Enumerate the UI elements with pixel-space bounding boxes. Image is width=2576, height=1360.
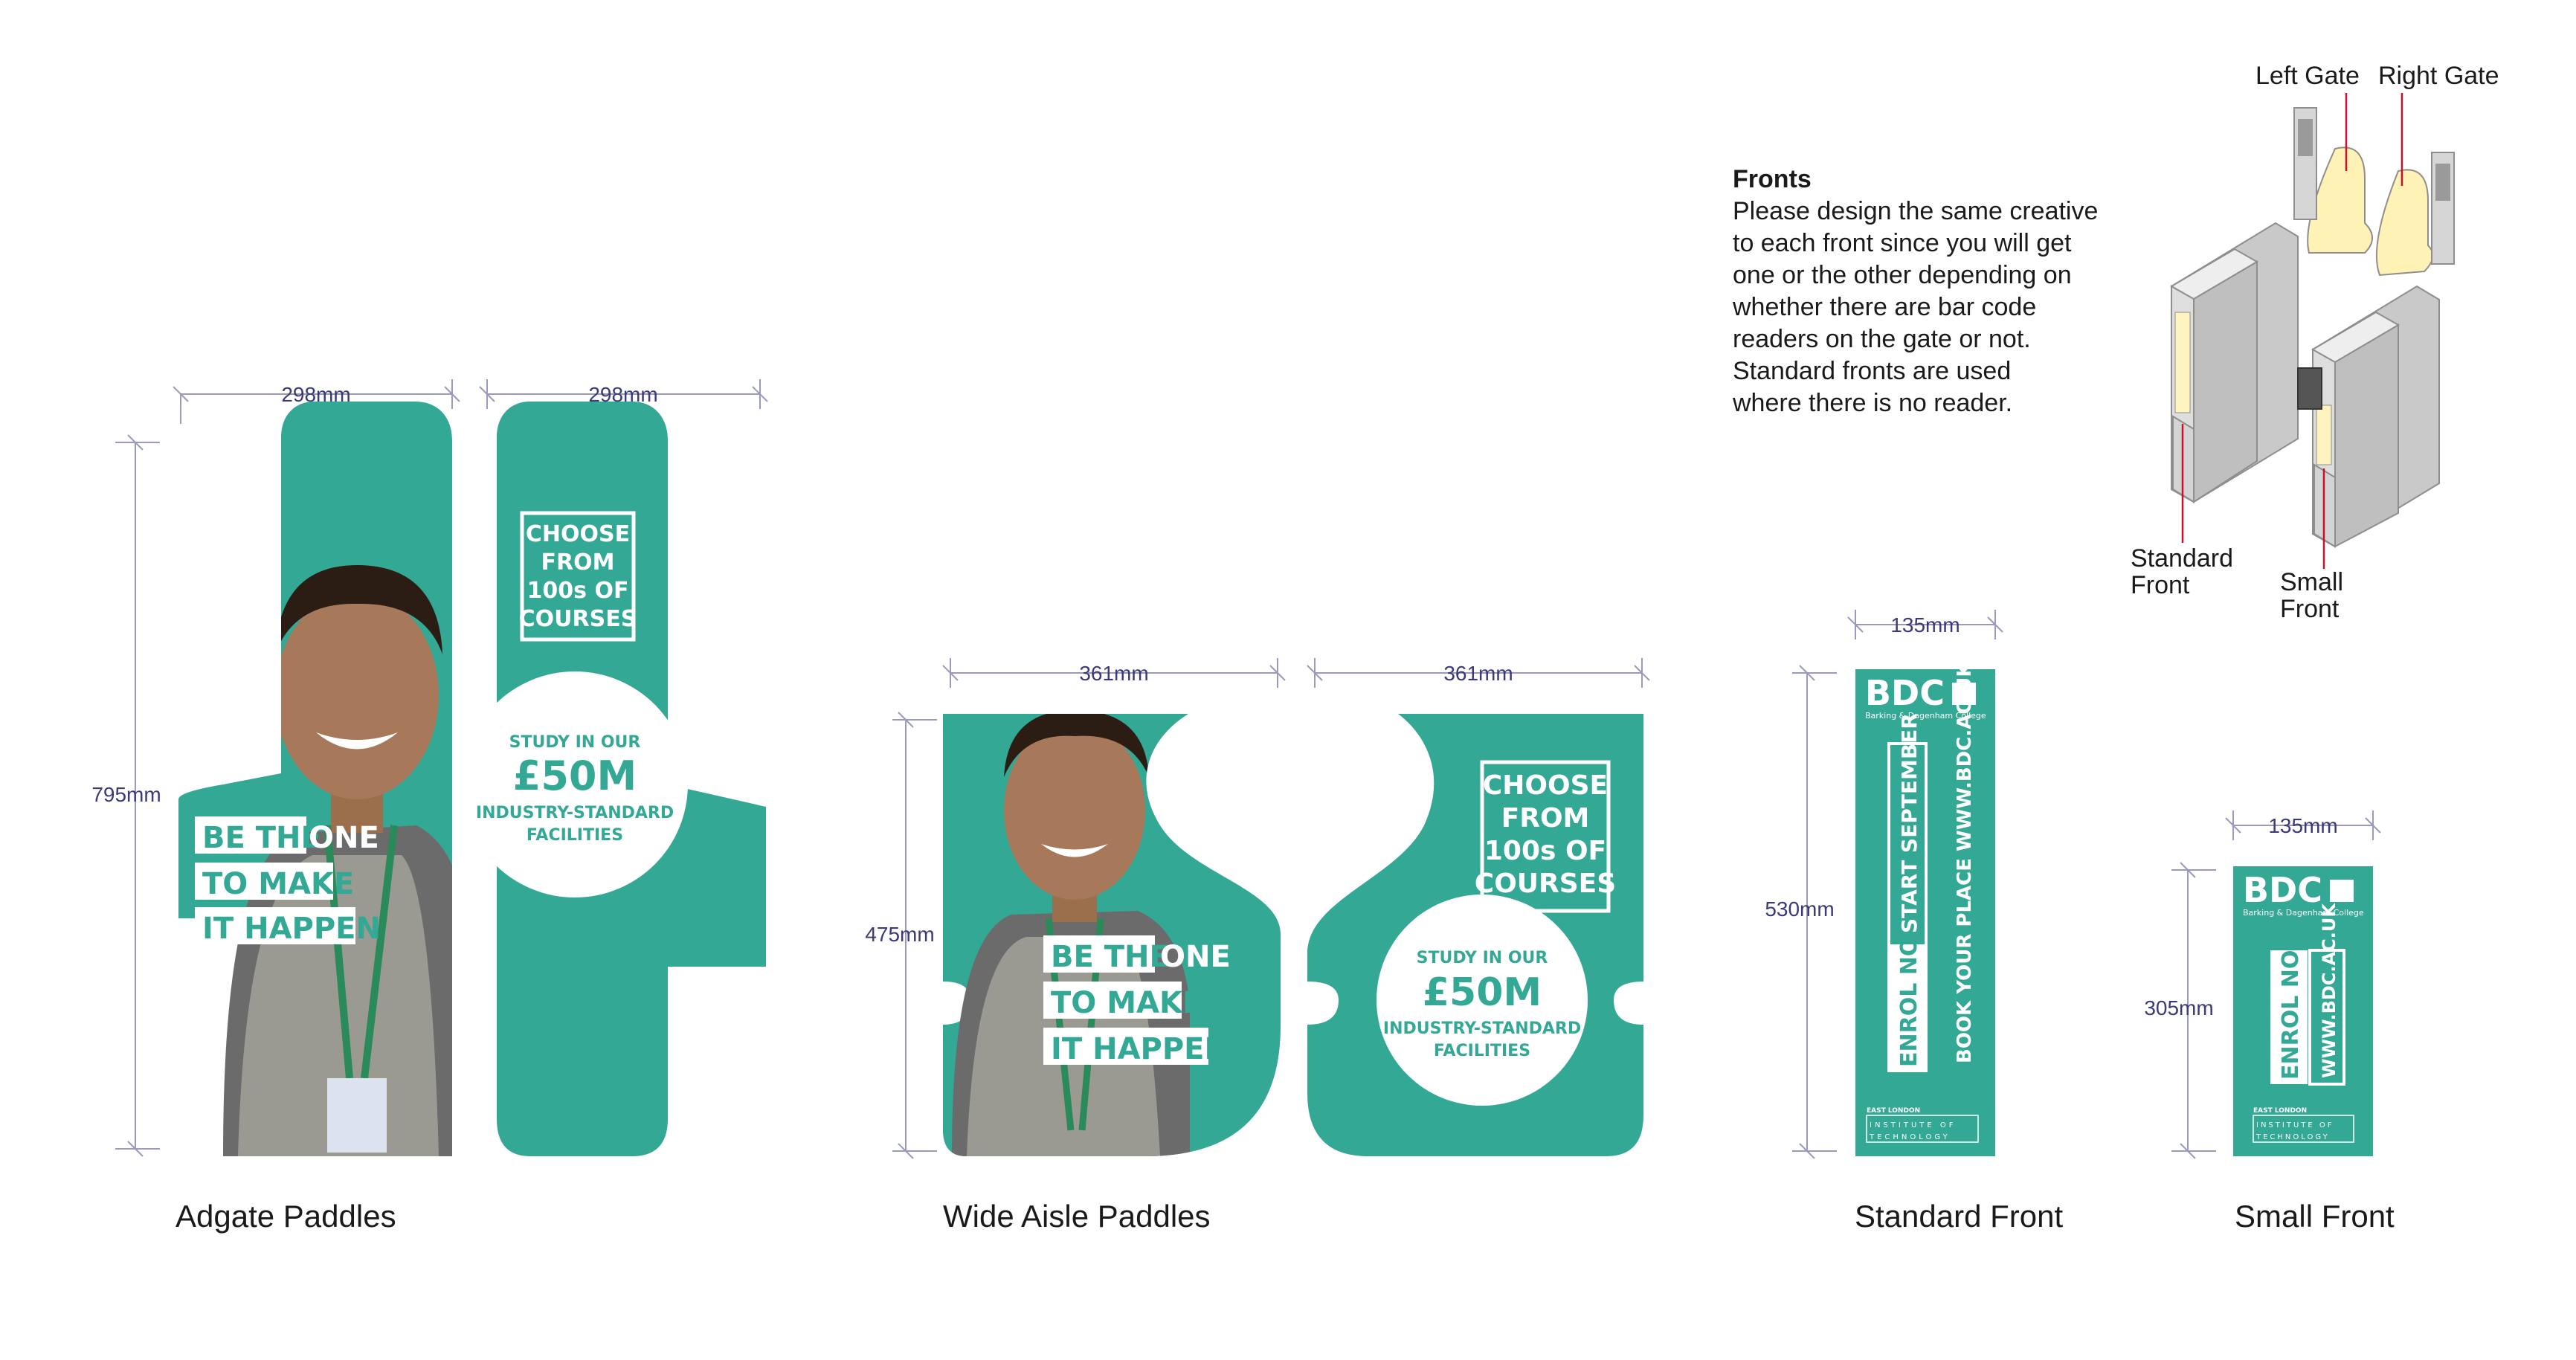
wide-slogan-box — [1043, 935, 1231, 1066]
small-front-panel — [2233, 866, 2373, 1156]
svg-text:Barking & Dagenham College: Barking & Dagenham College — [1865, 711, 1986, 721]
svg-text:TECHNOLOGY: TECHNOLOGY — [2256, 1133, 2330, 1141]
right-gate-paddle — [2377, 170, 2433, 275]
svg-text:FROM: FROM — [1501, 803, 1590, 834]
svg-text:FROM: FROM — [541, 550, 615, 576]
small-front-gate-label: Small Front — [2280, 568, 2344, 623]
left-gate-label: Left Gate — [2255, 62, 2360, 90]
adgate-width-right-label: 298mm — [588, 383, 658, 406]
study-circle-adgate — [462, 671, 688, 897]
start-september-text: START SEPTEMBER — [1897, 713, 1922, 933]
fronts-notes — [1733, 164, 2209, 419]
enrol-now-text: ENROL NOW — [1896, 912, 1922, 1067]
caption-adgate-paddles: Adgate Paddles — [176, 1199, 396, 1234]
svg-text:CHOOSE: CHOOSE — [1482, 770, 1609, 801]
svg-text:Barking & Dagenham College: Barking & Dagenham College — [2243, 908, 2364, 918]
wide-width-right-label: 361mm — [1443, 662, 1513, 685]
svg-text:TO MAKE: TO MAKE — [1051, 986, 1203, 1020]
left-gate-paddle — [2308, 147, 2372, 253]
adgate-right-paddle — [462, 402, 766, 1156]
fronts-line: where there is no reader. — [1733, 389, 2013, 417]
fronts-line: to each front since you will get — [1733, 229, 2072, 257]
svg-text:EAST LONDON: EAST LONDON — [1867, 1107, 1921, 1115]
fronts-line: Standard fronts are used — [1733, 357, 2012, 385]
adgate-left-paddle — [178, 402, 468, 1156]
svg-text:100s OF: 100s OF — [527, 578, 629, 604]
wide-left-paddle — [943, 710, 1281, 1156]
gate-diagram — [2171, 108, 2454, 547]
wide-right-paddle — [1307, 714, 1643, 1156]
adgate-width-left-label: 298mm — [281, 383, 351, 406]
svg-text:STUDY IN OUR: STUDY IN OUR — [509, 733, 641, 752]
caption-small-front: Small Front — [2235, 1199, 2395, 1234]
svg-text:100s OF: 100s OF — [1484, 836, 1607, 866]
small-front-width-label: 135mm — [2268, 814, 2338, 837]
svg-text:TECHNOLOGY: TECHNOLOGY — [1870, 1133, 1951, 1141]
choose-box-wide — [1475, 762, 1616, 911]
fronts-line: one or the other depending on — [1733, 261, 2072, 289]
fronts-heading: Fronts — [1733, 165, 1812, 193]
caption-wide-aisle-paddles: Wide Aisle Paddles — [943, 1199, 1211, 1234]
slogan-it-happen: IT HAPPEN — [202, 912, 381, 946]
svg-text:WWW.BDC.AC.UK: WWW.BDC.AC.UK — [2319, 903, 2340, 1078]
svg-text:FACILITIES: FACILITIES — [526, 826, 624, 845]
svg-text:STUDY IN OUR: STUDY IN OUR — [1416, 949, 1548, 967]
bdc-logo-small: BDC — [2243, 870, 2323, 910]
standard-front-height-label: 530mm — [1765, 897, 1835, 921]
small-front-height-label: 305mm — [2144, 996, 2214, 1019]
svg-text:FACILITIES: FACILITIES — [1433, 1042, 1531, 1060]
fronts-line: Please design the same creative — [1733, 197, 2099, 225]
adgate-slogan-box — [195, 816, 381, 946]
svg-text:CHOOSE: CHOOSE — [525, 521, 631, 547]
slogan-be-the: BE THE — [202, 821, 321, 855]
svg-text:COURSES: COURSES — [518, 606, 637, 632]
svg-text:BE THE: BE THE — [1051, 940, 1170, 974]
fronts-line: readers on the gate or not. — [1733, 325, 2031, 353]
fronts-line: whether there are bar code — [1733, 293, 2037, 321]
svg-text:EAST LONDON: EAST LONDON — [2253, 1107, 2308, 1115]
svg-text:INDUSTRY-STANDARD: INDUSTRY-STANDARD — [475, 804, 674, 822]
svg-text:ONE: ONE — [1160, 940, 1231, 974]
svg-text:IT HAPPEN: IT HAPPEN — [1051, 1032, 1229, 1066]
standard-front-panel — [1855, 662, 1995, 1156]
caption-standard-front: Standard Front — [1855, 1199, 2064, 1234]
bdc-logo: BDC — [1865, 673, 1945, 713]
wide-height-label: 475mm — [865, 923, 935, 946]
svg-text:£50M: £50M — [1422, 970, 1542, 1015]
right-gate-label: Right Gate — [2378, 62, 2499, 90]
svg-text:COURSES: COURSES — [1474, 868, 1617, 899]
adgate-height-label: 795mm — [91, 783, 161, 806]
standard-front-gate-label: Standard Front — [2131, 544, 2233, 599]
book-your-place-text: BOOK YOUR PLACE WWW.BDC.AC.UK — [1954, 662, 1976, 1063]
svg-text:INSTITUTE OF: INSTITUTE OF — [2256, 1121, 2334, 1129]
slogan-one: ONE — [309, 821, 379, 855]
svg-text:INDUSTRY-STANDARD: INDUSTRY-STANDARD — [1382, 1019, 1582, 1038]
svg-text:INSTITUTE OF: INSTITUTE OF — [1870, 1121, 1957, 1129]
svg-text:£50M: £50M — [512, 752, 637, 799]
wide-width-left-label: 361mm — [1079, 662, 1149, 685]
standard-front-width-label: 135mm — [1890, 613, 1960, 637]
study-circle-wide — [1376, 895, 1588, 1106]
slogan-to-make: TO MAKE — [202, 867, 355, 901]
svg-text:ENROL NOW: ENROL NOW — [2278, 925, 2304, 1080]
